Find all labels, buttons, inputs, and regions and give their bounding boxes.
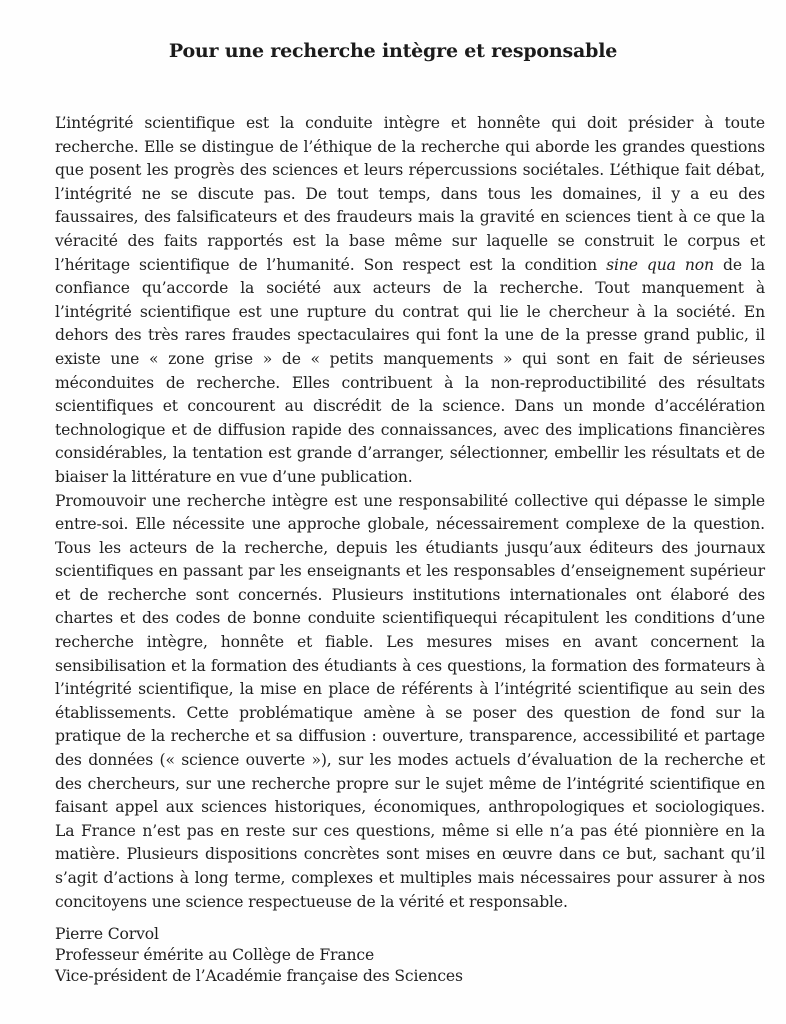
document-title: Pour une recherche intègre et responsable xyxy=(168,40,618,62)
paragraph-2: Promouvoir une recherche intègre est une responsabilité collective qui dépasse le simple entre-soi. Elle nécessite une approche globale, nécessairement complexe de la question. Tous les acteurs de la recherche, depuis les étudiants jusqu’aux éditeurs des journaux scientifiques en passant par les enseignants et les responsables d’enseignement supérieur et de recherche sont concernés. Plusieurs institutions internationales ont élaboré des chartes et des codes de bonne conduite scientifiquequi récapitulent les conditions d’une recherche intègre, honnête et fiable. Les mesures mises en avant concernent la sensibilisation et la formation des étudiants à ces questions, la formation des formateurs à l’intégrité scientifique, la mise en place de référents à l’intégrité scientifique au sein des établissements. Cette problématique amène à se poser des question de fond sur la pratique de la recherche et sa diffusion : ouverture, transparence, accessibilité et partage des données (« science ouverte »), sur les modes actuels d’évaluation de la recherche et des chercheurs, sur une recherche propre sur le sujet même de l’intégrité scientifique en faisant appel aux sciences historiques, économiques, anthropologiques et sociologiques. La France n’est pas en reste sur ces questions, même si elle n’a pas été pionnière en la matière. Plusieurs dispositions concrètes sont mises en œuvre dans ce but, sachant qu’il s’agit d’actions à long terme, complexes et multiples mais nécessaires pour assurer à nos concitoyens une science respectueuse de la vérité et responsable. xyxy=(55,491,765,911)
author-name: Pierre Corvol xyxy=(55,925,159,943)
paragraph-1-text-start: L’intégrité scientifique est la conduite intègre et honnête qui doit présider à toute recherche. Elle se distingue de l’éthique de la recherche qui aborde les grandes questions que posent les progrès des sciences et leurs répercussions sociétales. L’éthique fait débat, l’intégrité ne se discute pas. De tout temps, dans tous les domaines, il y a eu des faussaires, des falsificateurs et des fraudeurs mais la gravité en sciences tient à ce que la véracité des faits rapportés est la base même sur laquelle se construit le corpus et l’héritage scientifique de l’humanité. Son respect est la condition xyxy=(55,114,765,274)
paragraph-1-text-end: de la confiance qu’accorde la société aux acteurs de la recherche. Tout manquement à l’intégrité scientifique est une rupture du contrat qui lie le chercheur à la société. En dehors des très rares fraudes spectaculaires qui font la une de la presse grand public, il existe une « zone grise » de « petits manquements » qui sont en fait de sérieuses méconduites de recherche. Elles contribuent à la non-reproductibilité des résultats scientifiques et concourent au discrédit de la science. Dans un monde d’accélération technologique et de diffusion rapide des connaissances, avec des implications financières considérables, la tentation est grande d’arranger, sélectionner, embellir les résultats et de biaiser la littérature en vue d’une publication. xyxy=(55,255,766,486)
author-title-2: Vice-président de l’Académie française des Sciences xyxy=(55,967,463,985)
paragraph-1 xyxy=(55,112,765,490)
article-body xyxy=(55,112,765,914)
italic-phrase: sine qua non xyxy=(606,255,714,274)
author-title-1: Professeur émérite au Collège de France xyxy=(55,946,375,964)
signature-block xyxy=(55,924,463,987)
